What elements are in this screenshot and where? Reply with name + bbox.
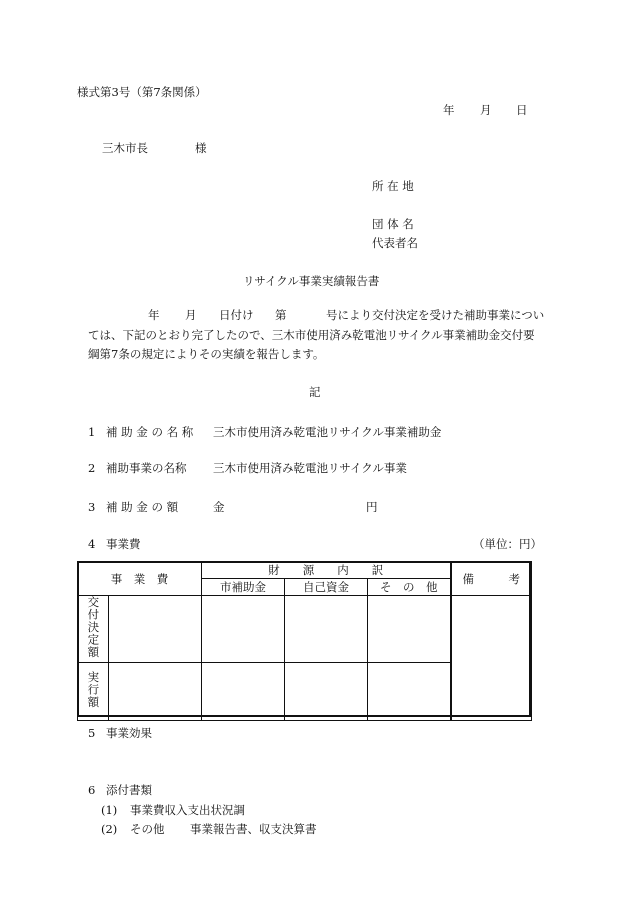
attachment1-text: 事業費収入支出状況調 bbox=[130, 803, 245, 817]
addressee-name: 三木市長 bbox=[102, 141, 148, 155]
item5-number: 5 bbox=[88, 726, 96, 740]
date-month-label: 月 bbox=[480, 103, 492, 117]
actual-own-funds-cell[interactable] bbox=[285, 662, 368, 720]
header-own-funds: 自己資金 bbox=[285, 579, 368, 596]
grant-decision-other-cell[interactable] bbox=[368, 596, 451, 663]
date-year-label: 年 bbox=[443, 103, 455, 117]
body-number-prefix: 第 bbox=[275, 308, 287, 322]
attachment1-number: (1) bbox=[101, 803, 118, 817]
attachment2-detail: 事業報告書、収支決算書 bbox=[190, 822, 317, 836]
item3-yen-prefix: 金 bbox=[213, 500, 225, 514]
item3-label: 補 助 金 の 額 bbox=[106, 500, 179, 514]
actual-other-cell[interactable] bbox=[368, 662, 451, 720]
item2-number: 2 bbox=[88, 461, 96, 475]
item4-label: 事業費 bbox=[106, 537, 141, 551]
actual-city-subsidy-cell[interactable] bbox=[202, 662, 285, 720]
body-month: 月 bbox=[185, 308, 197, 322]
representative-label: 代表者名 bbox=[372, 236, 418, 250]
organization-label: 団 体 名 bbox=[372, 217, 414, 231]
body-dated: 日付け bbox=[219, 308, 254, 322]
row-label-actual: 実行額 bbox=[86, 670, 101, 709]
item6-number: 6 bbox=[88, 783, 96, 797]
date-day-label: 日 bbox=[516, 103, 528, 117]
header-project-cost: 事 業 費 bbox=[78, 562, 202, 596]
header-remarks: 備 考 bbox=[451, 562, 532, 596]
item4-number: 4 bbox=[88, 537, 96, 551]
attachment2-number: (2) bbox=[101, 822, 118, 836]
actual-cost-cell[interactable] bbox=[109, 662, 202, 720]
body-line1-tail: 号により交付決定を受けた補助事業につい bbox=[326, 308, 545, 322]
item5-label: 事業効果 bbox=[106, 726, 152, 740]
item3-number: 3 bbox=[88, 500, 96, 514]
address-label: 所 在 地 bbox=[372, 179, 414, 193]
addressee-honorific: 様 bbox=[195, 141, 207, 155]
item6-label: 添付書類 bbox=[106, 783, 152, 797]
header-city-subsidy: 市補助金 bbox=[202, 579, 285, 596]
header-funding-breakdown: 財 源 内 訳 bbox=[202, 562, 451, 579]
ki-heading: 記 bbox=[309, 385, 321, 399]
item2-value: 三木市使用済み乾電池リサイクル事業 bbox=[213, 461, 407, 475]
body-line3: 綱第7条の規定によりその実績を報告します。 bbox=[88, 347, 325, 361]
document-title: リサイクル事業実績報告書 bbox=[243, 274, 380, 288]
unit-note: （単位：円） bbox=[473, 537, 542, 551]
grant-decision-city-subsidy-cell[interactable] bbox=[202, 596, 285, 663]
remarks-cell[interactable] bbox=[451, 596, 532, 721]
row-label-cell bbox=[78, 662, 109, 720]
form-number: 様式第3号（第7条関係） bbox=[77, 85, 207, 99]
grant-decision-own-funds-cell[interactable] bbox=[285, 596, 368, 663]
row-label-cell bbox=[78, 596, 109, 663]
body-year: 年 bbox=[148, 308, 160, 322]
item1-value: 三木市使用済み乾電池リサイクル事業補助金 bbox=[213, 425, 442, 439]
attachment2-text: その他 bbox=[130, 822, 165, 836]
row-label-grant-decision: 交付決定額 bbox=[86, 596, 101, 659]
item3-yen-suffix: 円 bbox=[366, 500, 378, 514]
item1-number: 1 bbox=[88, 425, 96, 439]
body-line2: ては、下記のとおり完了したので、三木市使用済み乾電池リサイクル事業補助金交付要 bbox=[88, 328, 535, 342]
project-cost-table bbox=[77, 561, 532, 721]
header-other: そ の 他 bbox=[368, 579, 451, 596]
grant-decision-cost-cell[interactable] bbox=[109, 596, 202, 663]
item2-label: 補助事業の名称 bbox=[106, 461, 187, 475]
item1-label: 補 助 金 の 名 称 bbox=[106, 425, 194, 439]
